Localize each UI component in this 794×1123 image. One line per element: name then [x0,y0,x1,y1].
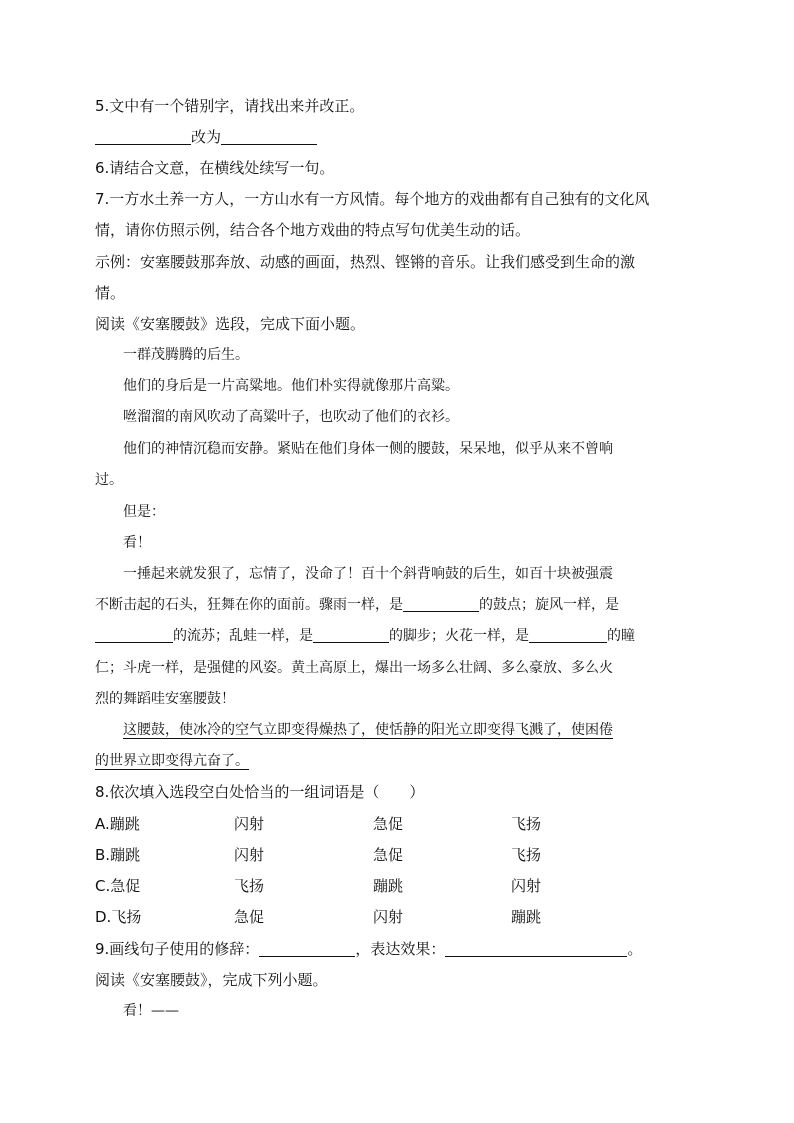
blank-1[interactable] [403,595,479,612]
reading1-p7c-text3: 的瞳 [607,628,635,644]
reading1-p7b-text2: 的鼓点；旋风一样，是 [479,597,619,613]
underlined-sentence-line1: 这腰鼓，使冰冷的空气立即变得燥热了，使恬静的阳光立即变得飞溅了，使困倦 [123,722,613,738]
reading1-p4b: 过。 [95,472,123,488]
q9-line [95,939,642,959]
reading1-p7a: 一捶起来就发狠了，忘情了，没命了！百十个斜背响鼓的后生，如百十块被强震 [123,566,613,582]
option-word: 急促 [110,877,141,895]
q7-line1: 7.一方水土养一方人，一方山水有一方风情。每个地方的戏曲都有自己独有的文化风 [95,190,650,208]
q5-blank-correct[interactable] [221,128,317,145]
reading1-p7b-text1: 不断击起的石头，狂舞在你的面前。骤雨一样，是 [95,597,403,613]
reading1-p7c [95,626,635,646]
q5-change-word: 改为 [191,128,222,146]
q7-example-line2: 情。 [95,284,126,302]
reading1-p6: 看！ [123,535,151,551]
q9-blank-rhetoric[interactable] [259,940,355,957]
reading1-p1: 一群茂腾腾的后生。 [123,347,249,363]
q6-prompt: 6.请结合文意，在横线处续写一句。 [95,159,335,177]
option-word: 急促 [373,846,404,864]
option-word: 蹦跳 [110,846,141,864]
reading1-p4a: 他们的神情沉稳而安静。紧贴在他们身体一侧的腰鼓，呆呆地，似乎从来不曾响 [123,441,613,457]
option-word: 飞扬 [234,877,265,895]
option-word: 闪射 [511,877,542,895]
blank-2[interactable] [95,626,173,643]
option-word: 闪射 [373,908,404,926]
blank-3[interactable] [313,626,389,643]
q9-blank-effect[interactable] [445,940,627,957]
option-word: 闪射 [234,846,265,864]
q5-prompt: 5.文中有一个错别字，请找出来并改正。 [95,97,365,115]
reading2-intro: 阅读《安塞腰鼓》，完成下列小题。 [95,971,328,989]
q8-prompt: 8.依次填入选段空白处恰当的一组词语是（ ） [95,783,425,801]
option-word: 飞扬 [511,846,542,864]
option-label: A. [95,815,110,833]
option-word: 蹦跳 [511,908,542,926]
q5-answer-line [95,127,317,147]
option-word: 急促 [373,815,404,833]
reading1-intro: 阅读《安塞腰鼓》选段，完成下面小题。 [95,315,366,333]
option-word: 蹦跳 [373,877,404,895]
underlined-sentence-line2: 的世界立即变得亢奋了。 [95,753,249,769]
reading1-p7c-text2: 的脚步；火花一样，是 [389,628,529,644]
option-word: 蹦跳 [109,815,140,833]
option-label: D. [95,908,112,926]
q9-prompt: 9.画线句子使用的修辞： [95,940,260,958]
option-word: 飞扬 [111,908,142,926]
reading1-p7e: 烈的舞蹈哇安塞腰鼓！ [95,691,235,707]
q5-blank-wrong[interactable] [95,128,191,145]
option-word: 飞扬 [511,815,542,833]
q9-effect-label: ，表达效果： [355,940,446,958]
q7-line2: 情，请你仿照示例，结合各个地方戏曲的特点写句优美生动的话。 [95,221,531,239]
option-label: B. [95,846,111,864]
reading2-p1: 看！—— [123,1003,179,1019]
option-word: 急促 [234,908,265,926]
reading1-p2: 他们的身后是一片高粱地。他们朴实得就像那片高粱。 [123,378,459,394]
option-word: 闪射 [234,815,265,833]
blank-4[interactable] [529,626,607,643]
reading1-p3: 咝溜溜的南风吹动了高粱叶子，也吹动了他们的衣衫。 [123,409,459,425]
reading1-p5: 但是： [123,504,165,520]
option-label: C. [95,877,111,895]
reading1-p7c-text1: 的流苏；乱蛙一样，是 [173,628,313,644]
reading1-p7b [95,595,619,615]
reading1-p7d: 仁；斗虎一样，是强健的风姿。黄土高原上，爆出一场多么壮阔、多么豪放、多么火 [95,660,613,676]
q9-end: 。 [627,940,643,958]
q7-example-line1: 示例：安塞腰鼓那奔放、动感的画面，热烈、铿锵的音乐。让我们感受到生命的激 [95,253,636,271]
